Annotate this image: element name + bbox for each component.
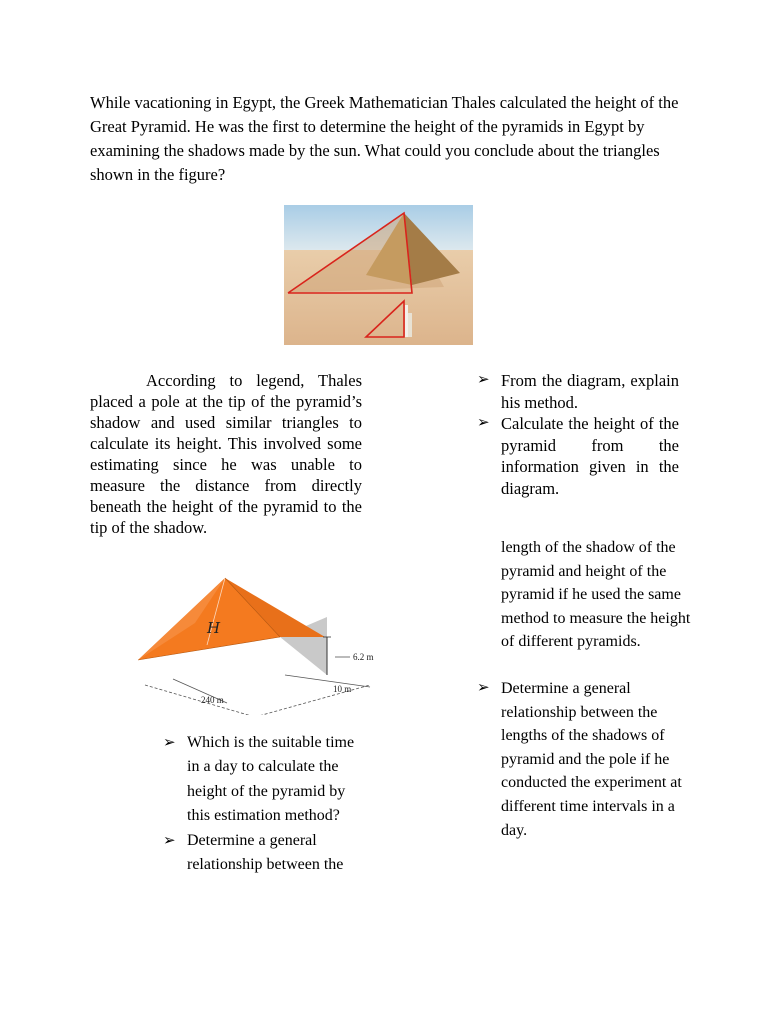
list-item: ➢ Determine a general relationship between the lengths of the shadows of pyramid and the pole if he conducted the experiment at different time intervals in a day. — [477, 680, 682, 839]
base-dash-line — [145, 685, 255, 715]
right-continuation-text: length of the shadow of the pyramid and height of the pyramid if he used the same method to measure the height of different pyramids. — [501, 539, 691, 651]
person — [408, 313, 412, 337]
list-item: ➢ Which is the suitable time in a day to calculate the height of the pyramid by this estimation method? — [163, 734, 355, 825]
list-item: ➢ Determine a general relationship between the — [163, 831, 344, 874]
left-bullet-list — [163, 731, 363, 877]
list-item: ➢ From the diagram, explain his method. — [477, 371, 679, 412]
height-label: H — [207, 619, 221, 637]
list-item: ➢ Calculate the height of the pyramid from the information given in the diagram. — [477, 414, 679, 498]
pole-length-label: 6.2 m — [353, 652, 374, 662]
base-length-label: 240 m — [201, 695, 224, 705]
shadow-arrow — [285, 675, 370, 687]
pyramid-diagram — [135, 575, 375, 715]
shadow-length-label: 10 m — [333, 684, 352, 694]
pyramid-photo — [284, 205, 473, 345]
intro-paragraph: While vacationing in Egypt, the Greek Mathematician Thales calculated the height of the Great Pyramid. He was the first to determine the height of the pyramids in Egypt by examining the shadows made by the sun. What could you conclude about the triangles shown in the figure? — [90, 93, 679, 184]
pole — [405, 305, 408, 337]
legend-paragraph: According to legend, Thales placed a pole at the tip of the pyramid’s shadow and used similar triangles to calculate its height. This involved some estimating since he was unable to measure the distance from directly beneath the height of the pyramid to the tip of the shadow. — [90, 371, 362, 537]
right-bullet-list-2 — [477, 677, 691, 842]
right-bullet-list — [477, 370, 679, 499]
